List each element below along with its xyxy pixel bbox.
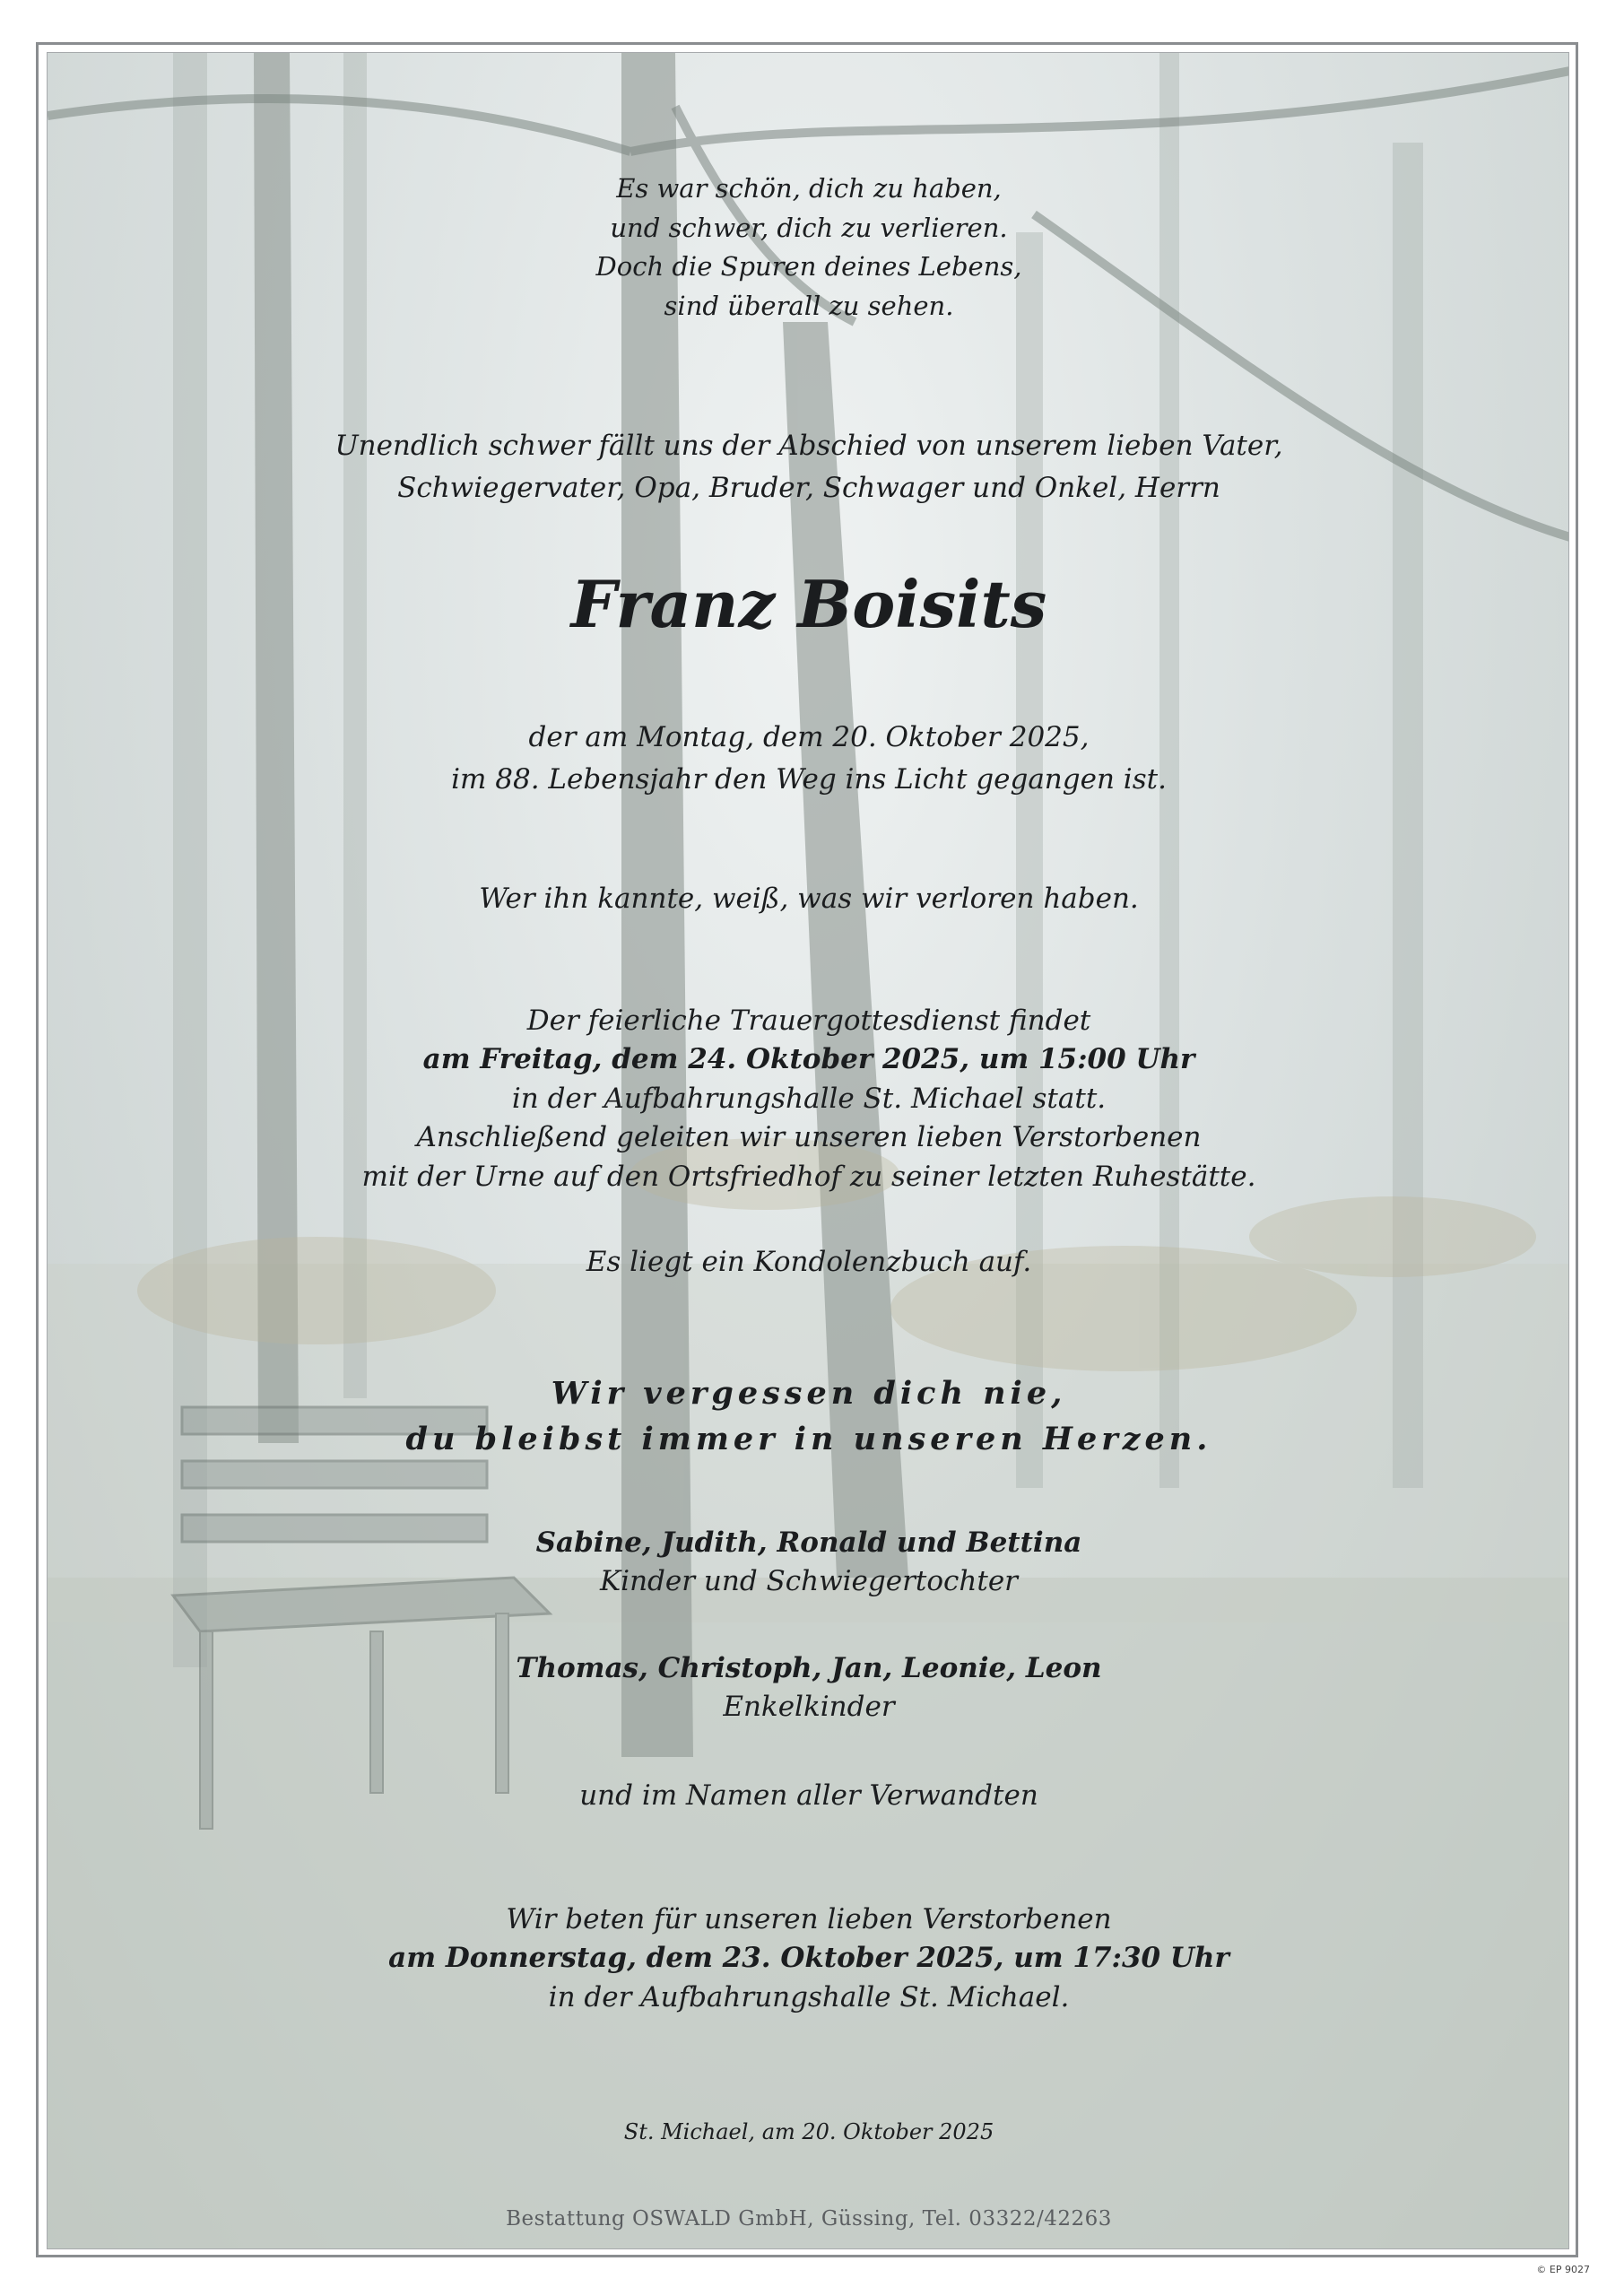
verse-line: Doch die Spuren deines Lebens, (595, 251, 1022, 282)
page-frame (47, 52, 1569, 2249)
undertaker-footer: Bestattung OSWALD GmbH, Güssing, Tel. 03322/42263 (506, 2207, 1112, 2231)
family-role: Enkelkinder (723, 1691, 895, 1724)
death-notice (48, 717, 1569, 800)
family-role: Kinder und Schwiegertochter (600, 1565, 1018, 1598)
prayer-date: am Donnerstag, dem 23. Oktober 2025, um 17:30 Uhr (388, 1942, 1229, 1975)
intro-line: Schwiegervater, Opa, Bruder, Schwager und Onkel, Herrn (397, 471, 1220, 504)
family-grandchildren (48, 1649, 1569, 1727)
service-line: Der feierliche Trauergottesdienst findet (526, 1004, 1091, 1037)
place-and-date: St. Michael, am 20. Oktober 2025 (623, 2119, 994, 2144)
closing-verse-line: Wir vergessen dich nie, (551, 1375, 1067, 1412)
death-line: der am Montag, dem 20. Oktober 2025, (528, 721, 1090, 753)
prayer-info (48, 1900, 1569, 2017)
intro-text (48, 425, 1569, 509)
closing-verse (48, 1371, 1569, 1463)
remembrance-quote: Wer ihn kannte, weiß, was wir verloren haben. (479, 883, 1139, 915)
closing-verse-line: du bleibst immer in unseren Herzen. (405, 1420, 1212, 1457)
family-children (48, 1524, 1569, 1602)
condolence-book-note: Es liegt ein Kondolenzbuch auf. (586, 1246, 1032, 1278)
family-names: Sabine, Judith, Ronald und Bettina (535, 1526, 1082, 1559)
intro-line: Unendlich schwer fällt uns der Abschied von unserem lieben Vater, (334, 430, 1283, 462)
funeral-service-info (48, 1002, 1569, 1196)
deceased-name: Franz Boisits (570, 566, 1047, 642)
relatives-line: und im Namen aller Verwandten (579, 1779, 1038, 1812)
service-line: in der Aufbahrungshalle St. Michael statt. (511, 1082, 1107, 1115)
prayer-line: Wir beten für unseren lieben Verstorbenen (506, 1903, 1112, 1935)
service-line: Anschließend geleiten wir unseren lieben Verstorbenen (416, 1121, 1202, 1154)
family-names: Thomas, Christoph, Jan, Leonie, Leon (516, 1652, 1102, 1684)
prayer-line: in der Aufbahrungshalle St. Michael. (548, 1980, 1070, 2013)
verse-line: und schwer, dich zu verlieren. (610, 212, 1008, 243)
service-date: am Freitag, dem 24. Oktober 2025, um 15:00 Uhr (422, 1043, 1195, 1076)
death-line: im 88. Lebensjahr den Weg ins Licht gegangen ist. (451, 762, 1167, 796)
service-line: mit der Urne auf den Ortsfriedhof zu seiner letzten Ruhestätte. (361, 1160, 1256, 1193)
verse-line: Es war schön, dich zu haben, (616, 173, 1002, 204)
verse-line: sind überall zu sehen. (664, 290, 954, 321)
opening-verse (48, 170, 1569, 326)
copyright-note: © EP 9027 (1536, 2264, 1590, 2275)
